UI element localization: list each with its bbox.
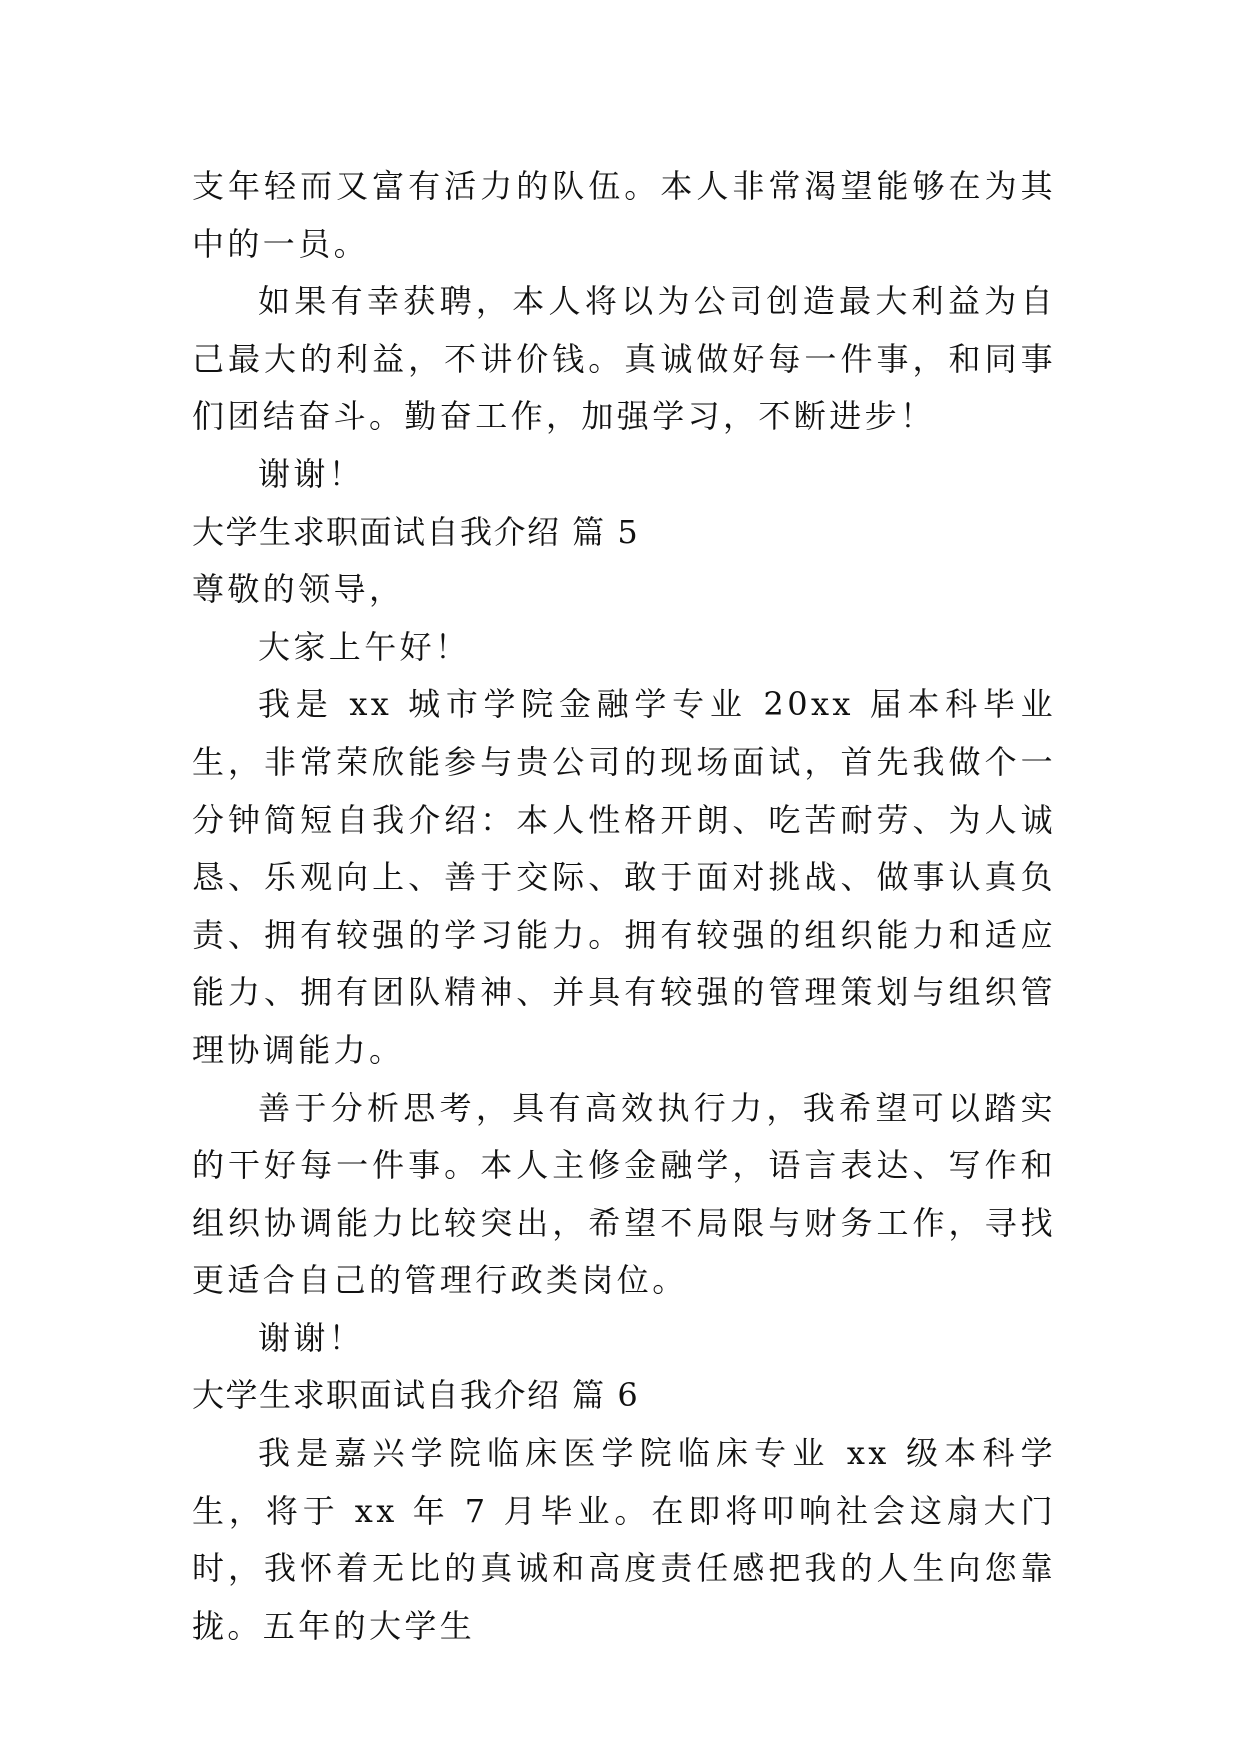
paragraph-intro-continued: 支年轻而又富有活力的队伍。本人非常渴望能够在为其中的一员。 — [192, 167, 1056, 263]
paragraph-self-intro-6: 我是嘉兴学院临床医学院临床专业 xx 级本科学生，将于 xx 年 7 月毕业。在即将叩响社会这扇大门时，我怀着无比的真诚和高度责任感把我的人生向您靠拢。五年的大学生 — [192, 1434, 1056, 1645]
document-body — [192, 158, 1056, 1655]
paragraph-self-intro: 我是 xx 城市学院金融学专业 20xx 届本科毕业生，非常荣欣能参与贵公司的现场面试，首先我做个一分钟简短自我介绍：本人性格开朗、吃苦耐劳、为人诚恳、乐观向上、善于交际、敢于面对挑战、做事认真负责、拥有较强的学习能力。拥有较强的组织能力和适应能力、拥有团队精神、并具有较强的管理策划与组织管理协调能力。 — [192, 685, 1056, 1069]
section-heading-6: 大学生求职面试自我介绍 篇 6 — [192, 1376, 640, 1415]
paragraph-commitment: 如果有幸获聘，本人将以为公司创造最大利益为自己最大的利益，不讲价钱。真诚做好每一件事，和同事们团结奋斗。勤奋工作，加强学习，不断进步！ — [192, 282, 1056, 436]
paragraph-greeting: 大家上午好！ — [258, 627, 471, 666]
paragraph-salutation: 尊敬的领导， — [192, 570, 405, 609]
paragraph-thanks: 谢谢！ — [258, 1318, 365, 1357]
section-heading-5: 大学生求职面试自我介绍 篇 5 — [192, 512, 640, 551]
paragraph-thanks: 谢谢！ — [258, 454, 365, 493]
paragraph-skills: 善于分析思考，具有高效执行力，我希望可以踏实的干好每一件事。本人主修金融学，语言表达、写作和组织协调能力比较突出，希望不局限与财务工作，寻找更适合自己的管理行政类岗位。 — [192, 1088, 1056, 1300]
